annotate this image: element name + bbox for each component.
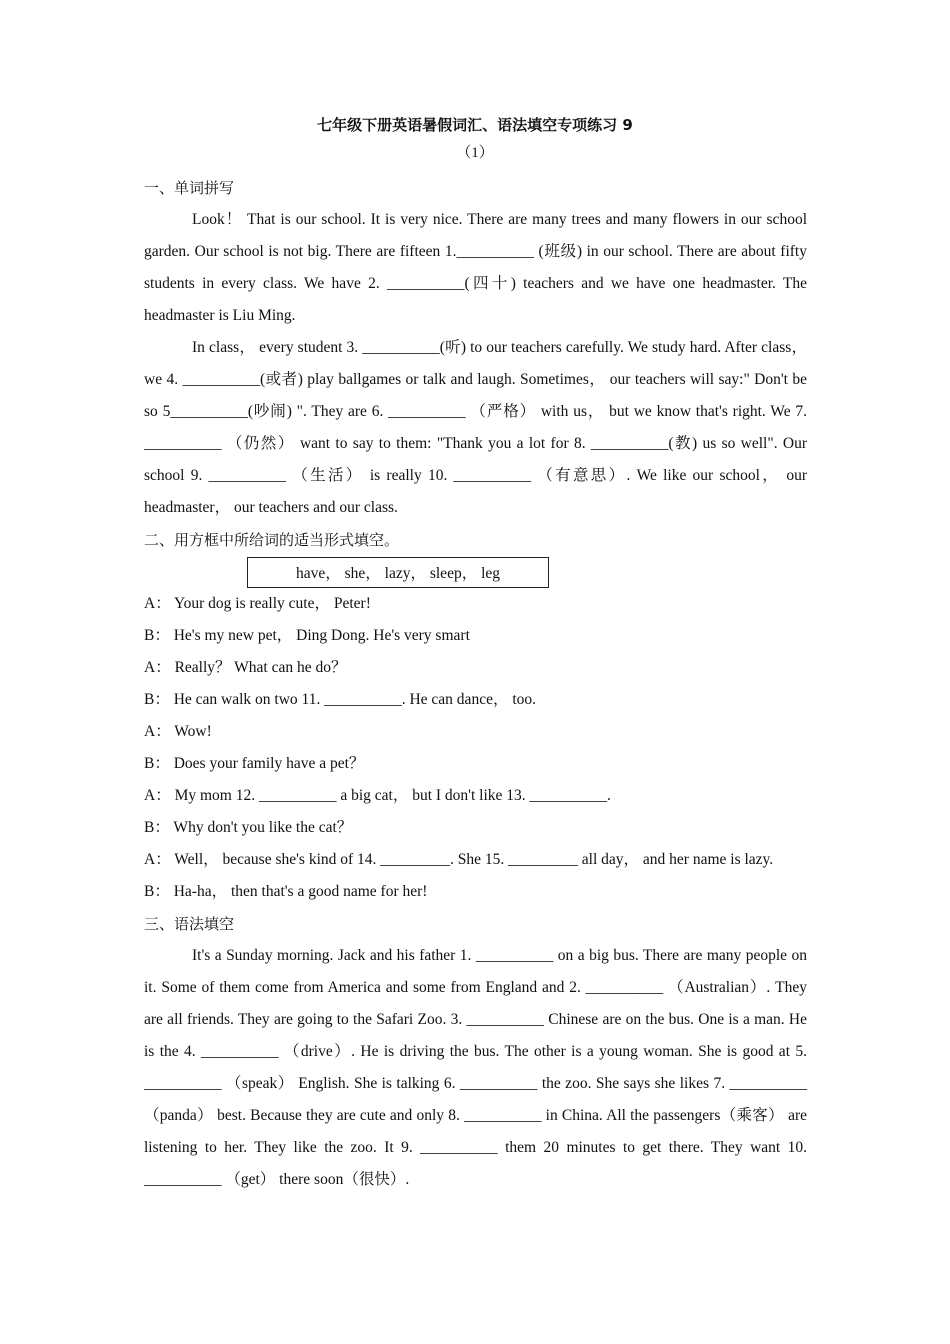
page-title: 七年级下册英语暑假词汇、语法填空专项练习 9 bbox=[317, 116, 633, 134]
dialogue-line: A： Well， because she's kind of 14. _________. She 15. _________ all day， and her name is lazy. bbox=[144, 851, 774, 868]
dialogue-line: B： Why don't you like the cat？ bbox=[144, 819, 353, 836]
section1-paragraph-2: In class， every student 3. __________(听) to our teachers carefully. We study hard. After class， we 4. __________(或者) play ballgames or talk and laugh. Sometimes， our teachers will say:" Don't be so 5__________(吵闹) ". They are 6. __________ （严格） with us， but we know that's right. We 7. __________ （仍然） want to say to them: "Thank you a lot for 8. __________(教) us so well". Our school 9. __________ （生活） is really 10. __________ （有意思）. We like our school， our headmaster， our teachers and our class. bbox=[144, 339, 807, 516]
section1-paragraph-1: Look！ That is our school. It is very nice. There are many trees and many flowers in our school garden. Our school is not big. There are fifteen 1.__________ (班级) in our school. There are about fifty students in every class. We have 2. __________(四十) teachers and we have one headmaster. The headmaster is Liu Ming. bbox=[144, 211, 807, 324]
document-body bbox=[144, 172, 807, 1196]
dialogue-line: B： He's my new pet， Ding Dong. He's very smart bbox=[144, 627, 470, 644]
dialogue-line: A： Wow! bbox=[144, 723, 212, 740]
section3-paragraph: It's a Sunday morning. Jack and his father 1. __________ on a big bus. There are many people on it. Some of them come from America and some from England and 2. __________ （Australian）. They are all friends. They are going to the Safari Zoo. 3. __________ Chinese are on the bus. One is a man. He is the 4. __________ （drive）. He is driving the bus. The other is a young woman. She is good at 5. __________ （speak） English. She is talking 6. __________ the zoo. She says she likes 7. __________ （panda） best. Because they are cute and only 8. __________ in China. All the passengers（乘客） are listening to her. They like the zoo. It 9. __________ them 20 minutes to get there. They want 10. __________ （get） there soon（很快）. bbox=[144, 947, 807, 1188]
dialogue-line: B： Ha-ha， then that's a good name for her! bbox=[144, 883, 428, 900]
dialogue-line: B： He can walk on two 11. __________. He can dance， too. bbox=[144, 691, 537, 708]
page-subtitle: （1） bbox=[456, 145, 494, 161]
dialogue-line: B： Does your family have a pet？ bbox=[144, 755, 365, 772]
dialogue-line: A： My mom 12. __________ a big cat， but I don't like 13. __________. bbox=[144, 787, 611, 804]
dialogue-line: A： Your dog is really cute， Peter! bbox=[144, 595, 371, 612]
word-box: have， she， lazy， sleep， leg bbox=[247, 557, 549, 588]
section1-heading: 一、单词拼写 bbox=[144, 179, 235, 197]
dialogue-line: A： Really？ What can he do？ bbox=[144, 659, 347, 676]
section3-heading: 三、语法填空 bbox=[144, 915, 235, 933]
section2-heading: 二、用方框中所给词的适当形式填空。 bbox=[144, 531, 400, 549]
